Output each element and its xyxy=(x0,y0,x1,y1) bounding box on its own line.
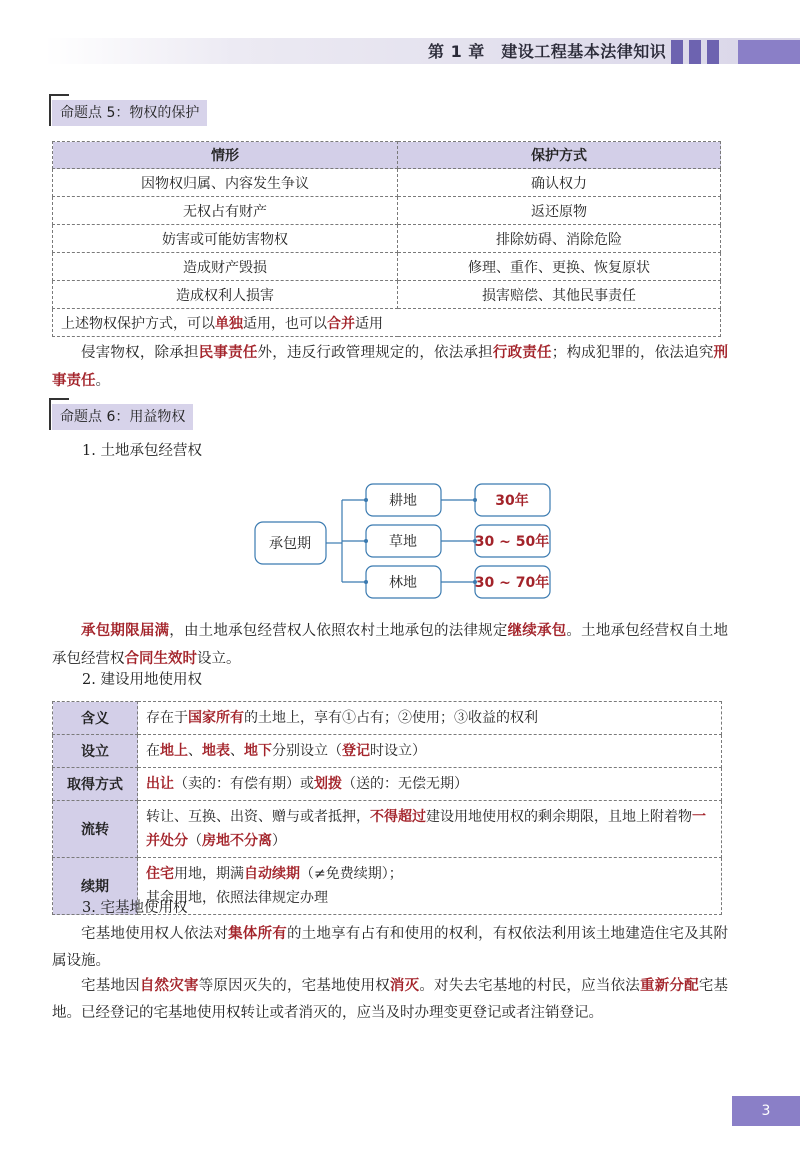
text: 侵害物权，除承担 xyxy=(81,345,199,361)
diagram-land-label: 耕地 xyxy=(389,493,417,509)
text: 建设用地使用权的剩余期限，且地上附着物 xyxy=(426,809,692,825)
table-cell: 因物权归属、内容发生争议 xyxy=(53,169,398,197)
table-cell: 造成权利人损害 xyxy=(53,281,398,309)
text: 的土地上，享有①占有；②使用；③收益的权利 xyxy=(244,710,538,726)
text: 。土地承包经营权自土地承包经营权 xyxy=(52,623,729,667)
text: 在 xyxy=(146,743,160,759)
text: 宅基地。已经登记的宅基地使用权转让或者消灭的，应当及时办理变更登记或者注销登记。 xyxy=(52,978,729,1021)
text: 宅基地因 xyxy=(81,978,140,994)
row-label: 取得方式 xyxy=(53,768,138,801)
text: 外，违反行政管理规定的，依法承担 xyxy=(257,345,493,361)
row-label: 流转 xyxy=(53,801,138,858)
highlight: 合并 xyxy=(327,315,355,332)
text: 的土地享有占有和使用的权利，有权依法利用该土地建造住宅及其附属设施。 xyxy=(52,926,729,969)
text: （卖的：有偿有期）或 xyxy=(174,776,314,792)
header-decoration xyxy=(738,40,800,64)
text: 等原因灭失的，宅基地使用权 xyxy=(198,978,390,994)
diagram-land-label: 草地 xyxy=(389,534,417,550)
text: 。 xyxy=(95,373,110,389)
row-value xyxy=(138,702,722,735)
highlight: 自动续期 xyxy=(244,866,300,882)
highlight: 消灭 xyxy=(389,977,420,994)
highlight: 一并处分 xyxy=(146,809,706,849)
table-cell: 造成财产毁损 xyxy=(53,253,398,281)
row-label: 续期 xyxy=(53,858,138,915)
text: （送的：无偿无期） xyxy=(342,776,468,792)
diagram-root-label: 承包期 xyxy=(269,536,311,552)
contract-term-diagram xyxy=(0,470,800,610)
highlight: 登记 xyxy=(342,743,370,759)
table-cell: 排除妨碍、消除危险 xyxy=(398,225,721,253)
text: 适用，也可以 xyxy=(243,315,327,332)
text: 其余用地，依照法律规定办理 xyxy=(146,890,328,906)
property-protection-table xyxy=(52,141,721,337)
highlight: 不得超过 xyxy=(370,809,426,825)
highlight: 地下 xyxy=(244,743,272,759)
header-decoration xyxy=(671,40,683,64)
table-row xyxy=(53,197,721,225)
highlight: 单独 xyxy=(215,315,243,332)
table-row xyxy=(53,253,721,281)
homestead-paragraph xyxy=(52,920,728,975)
text: 时设立） xyxy=(370,743,426,759)
text: ） xyxy=(272,833,286,849)
section-title-6: 命题点 6：用益物权 xyxy=(52,404,193,430)
highlight: 房地不分离 xyxy=(202,833,272,849)
diagram-land-label: 林地 xyxy=(389,575,417,591)
text: 分别设立（ xyxy=(272,743,342,759)
construction-land-table xyxy=(52,701,722,915)
text: （ xyxy=(188,833,202,849)
subheading-land-contract: 1. 土地承包经营权 xyxy=(82,443,202,459)
text: 上述物权保护方式，可以 xyxy=(61,315,215,332)
table-cell: 妨害或可能妨害物权 xyxy=(53,225,398,253)
text: 、 xyxy=(230,743,244,759)
table-row xyxy=(53,801,722,858)
header-bar xyxy=(45,38,800,64)
highlight: 民事责任 xyxy=(198,344,258,361)
diagram-term-label: 30 ~ 70年 xyxy=(474,575,550,591)
row-value xyxy=(138,858,722,915)
contract-paragraph xyxy=(52,617,728,673)
row-label: 含义 xyxy=(53,702,138,735)
section-title-5: 命题点 5：物权的保护 xyxy=(52,100,207,126)
table-row xyxy=(53,225,721,253)
text: ；构成犯罪的，依法追究 xyxy=(551,345,714,361)
table-note xyxy=(53,309,721,337)
chapter-title: 第 1 章 建设工程基本法律知识 xyxy=(428,42,667,61)
table-note-row xyxy=(53,309,721,337)
page-number: 3 xyxy=(732,1096,800,1126)
row-label: 设立 xyxy=(53,735,138,768)
text: 存在于 xyxy=(146,710,188,726)
highlight: 刑事责任 xyxy=(52,344,729,389)
highlight: 合同生效时 xyxy=(124,650,197,667)
text: 、 xyxy=(188,743,202,759)
highlight: 集体所有 xyxy=(228,925,287,942)
text: 转让、互换、出资、赠与或者抵押， xyxy=(146,809,370,825)
table-cell: 无权占有财产 xyxy=(53,197,398,225)
highlight: 出让 xyxy=(146,776,174,792)
row-value xyxy=(138,801,722,858)
text: 。对失去宅基地的村民，应当依法 xyxy=(419,978,640,994)
subheading-homestead: 3. 宅基地使用权 xyxy=(82,900,188,916)
diagram-term-label: 30年 xyxy=(495,493,529,509)
table-row xyxy=(53,702,722,735)
table-cell: 返还原物 xyxy=(398,197,721,225)
table-row xyxy=(53,768,722,801)
highlight: 承包期限届满 xyxy=(81,622,170,639)
row-value xyxy=(138,768,722,801)
table-row xyxy=(53,169,721,197)
row-value xyxy=(138,735,722,768)
column-header: 保护方式 xyxy=(398,142,721,169)
highlight: 重新分配 xyxy=(639,977,699,994)
text: 设立。 xyxy=(197,651,241,667)
table-cell: 确认权力 xyxy=(398,169,721,197)
highlight: 行政责任 xyxy=(492,344,552,361)
highlight: 划拨 xyxy=(314,776,342,792)
text: （≠免费续期）； xyxy=(300,866,403,882)
table-row xyxy=(53,735,722,768)
header-decoration xyxy=(707,40,719,64)
diagram-term-label: 30 ~ 50年 xyxy=(474,534,550,550)
homestead-loss-paragraph xyxy=(52,972,728,1027)
highlight: 住宅 xyxy=(146,866,174,882)
column-header: 情形 xyxy=(53,142,398,169)
header-decoration xyxy=(689,40,701,64)
highlight: 国家所有 xyxy=(188,710,244,726)
liability-paragraph xyxy=(52,339,728,395)
table-row xyxy=(53,281,721,309)
text: 宅基地使用权人依法对 xyxy=(81,926,229,942)
text: ，由土地承包经营权人依照农村土地承包的法律规定 xyxy=(169,623,508,639)
subheading-construction-land: 2. 建设用地使用权 xyxy=(82,672,202,688)
highlight: 自然灾害 xyxy=(139,977,199,994)
highlight: 地表 xyxy=(202,743,230,759)
table-header-row xyxy=(53,142,721,169)
table-cell: 修理、重作、更换、恢复原状 xyxy=(398,253,721,281)
highlight: 地上 xyxy=(160,743,188,759)
highlight: 继续承包 xyxy=(507,622,567,639)
text: 适用 xyxy=(355,315,383,332)
table-cell: 损害赔偿、其他民事责任 xyxy=(398,281,721,309)
text: 用地，期满 xyxy=(174,866,244,882)
